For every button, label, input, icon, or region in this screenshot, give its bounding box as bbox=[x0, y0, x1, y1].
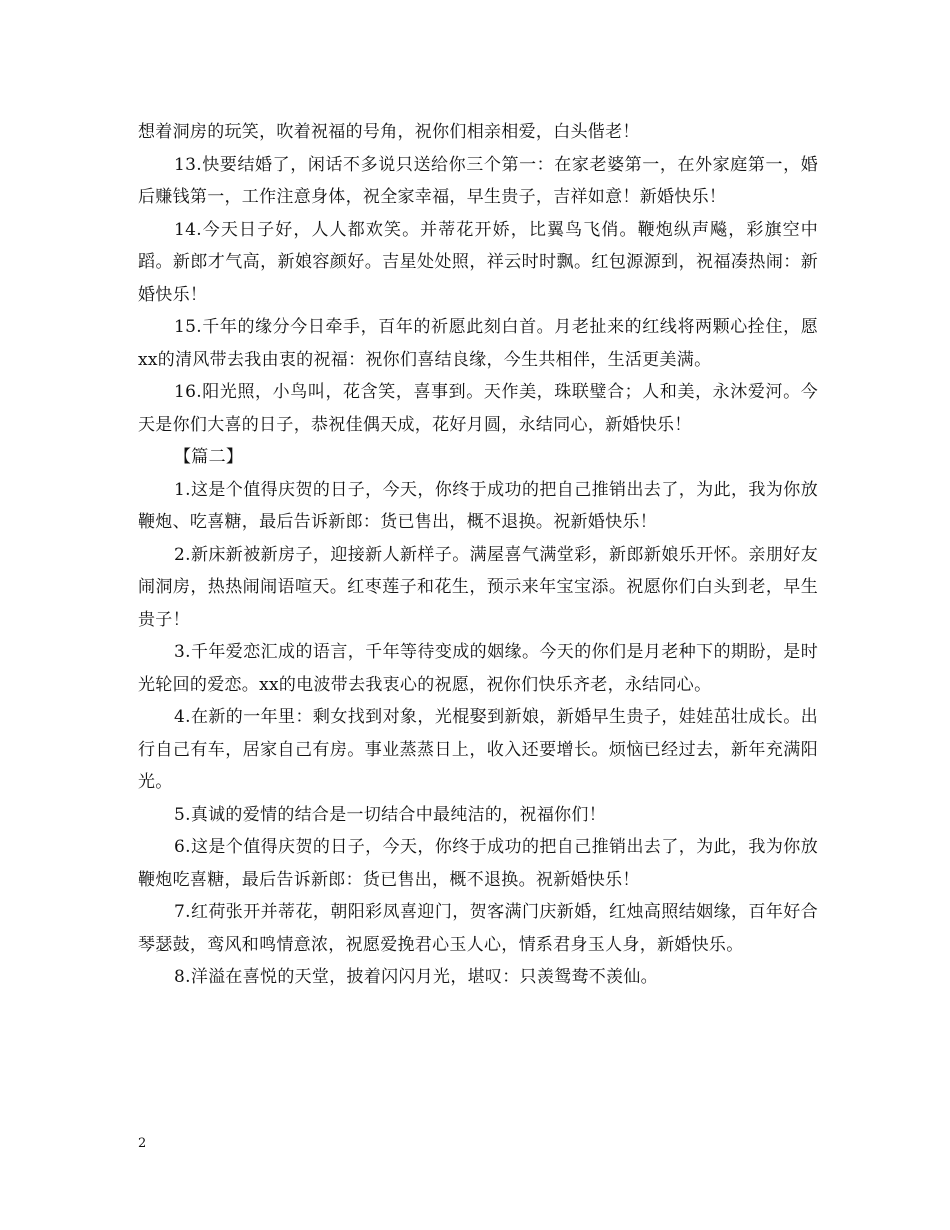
document-body bbox=[138, 116, 818, 994]
paragraph-3: 3.千年爱恋汇成的语言，千年等待变成的姻缘。今天的你们是月老种下的期盼，是时光轮回的爱恋。xx的电波带去我衷心的祝愿，祝你们快乐齐老，永结同心。 bbox=[138, 642, 818, 695]
paragraph-2: 2.新床新被新房子，迎接新人新样子。满屋喜气满堂彩，新郎新娘乐开怀。亲朋好友闹洞房，热热闹闹语喧天。红枣莲子和花生，预示来年宝宝添。祝愿你们白头到老，早生贵子！ bbox=[138, 544, 818, 630]
paragraph-8: 8.洋溢在喜悦的天堂，披着闪闪月光，堪叹：只羡鸳鸯不羡仙。 bbox=[174, 967, 658, 987]
paragraph-5: 5.真诚的爱情的结合是一切结合中最纯洁的，祝福你们！ bbox=[174, 804, 607, 825]
paragraph-1: 1.这是个值得庆贺的日子，今天，你终于成功的把自己推销出去了，为此，我为你放鞭炮、吃喜糖，最后告诉新郎：货已售出，概不退换。祝新婚快乐！ bbox=[138, 479, 818, 532]
paragraph-continuation: 想着洞房的玩笑，吹着祝福的号角，祝你们相亲相爱，白头偕老！ bbox=[138, 122, 640, 142]
paragraph-6: 6.这是个值得庆贺的日子，今天，你终于成功的把自己推销出去了，为此，我为你放鞭炮吃喜糖，最后告诉新郎：货已售出，概不退换。祝新婚快乐！ bbox=[138, 837, 818, 890]
paragraph-4: 4.在新的一年里：剩女找到对象，光棍娶到新娘，新婚早生贵子，娃娃茁壮成长。出行自己有车，居家自己有房。事业蒸蒸日上，收入还要增长。烦恼已经过去，新年充满阳光。 bbox=[138, 707, 818, 792]
section-heading: 【篇二】 bbox=[174, 447, 244, 467]
paragraph-15: 15.千年的缘分今日牵手，百年的祈愿此刻白首。月老扯来的红线将两颗心拴住，愿xx的清风带去我由衷的祝福：祝你们喜结良缘，今生共相伴，生活更美满。 bbox=[138, 317, 818, 370]
paragraph-14: 14.今天日子好，人人都欢笑。并蒂花开娇，比翼鸟飞俏。鞭炮纵声飚，彩旗空中蹈。新郎才气高，新娘容颜好。吉星处处照，祥云时时飘。红包源源到，祝福凑热闹：新婚快乐！ bbox=[138, 219, 818, 305]
paragraph-13: 13.快要结婚了，闲话不多说只送给你三个第一：在家老婆第一，在外家庭第一，婚后赚钱第一，工作注意身体，祝全家幸福，早生贵子，吉祥如意！新婚快乐！ bbox=[138, 154, 818, 207]
paragraph-16: 16.阳光照，小鸟叫，花含笑，喜事到。天作美，珠联璧合；人和美，永沐爱河。今天是你们大喜的日子，恭祝佳偶天成，花好月圆，永结同心，新婚快乐！ bbox=[138, 382, 818, 435]
page-number: 2 bbox=[138, 1136, 147, 1151]
paragraph-7: 7.红荷张开并蒂花，朝阳彩凤喜迎门，贺客满门庆新婚，红烛高照结姻缘，百年好合琴瑟鼓，鸾风和鸣情意浓，祝愿爱挽君心玉人心，情系君身玉人身，新婚快乐。 bbox=[138, 902, 818, 955]
